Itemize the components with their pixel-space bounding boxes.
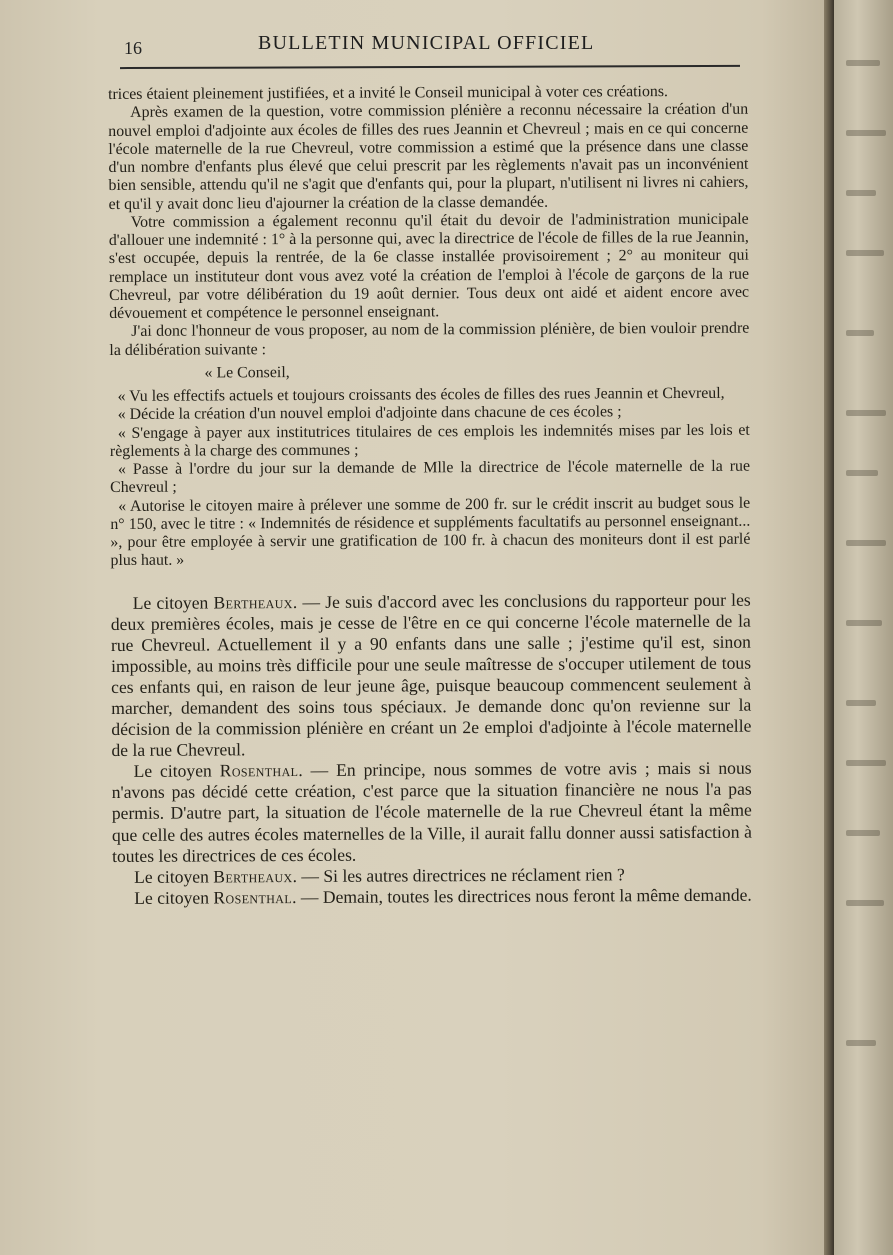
debate-turn: Le citoyen Rosenthal. — En principe, nous sommes de votre avis ; mais si nous n'avons pas décidé cette création, c'est parce que la situation financière ne nous l'a pas permis. D'autre part, la situation de l'école maternelle de la rue Chevreul étant la même que celle des autres écoles maternelles de la Ville, il aurait fallu donner aussi satisfaction à toutes les directrices de ces écoles. <box>111 757 752 866</box>
report-section <box>108 83 751 571</box>
deliberation-clause: « Décide la création d'un nouvel emploi d'adjointe dans chacune de ces écoles ; <box>117 403 622 424</box>
debate-turn: Le citoyen Bertheaux. — Je suis d'accord avec les conclusions du rapporteur pour les deux premières écoles, mais je cesse de l'être en ce qui concerne l'école maternelle de la rue Chevreul. Actuellement il y a 90 enfants dans une salle ; j'estime qu'il est, sinon impossible, au moins très difficile pour une seule maîtresse de s'occuper utilement de tous ces enfants qui, en raison de leur jeune âge, puisque beaucoup commencent seulement à marcher, demandent des soins tous spéciaux. Je demande donc qu'on revienne sur la décision de la commission plénière en créant un 2e emploi d'adjointe à l'école maternelle de la rue Chevreul. <box>110 589 752 761</box>
debate-section <box>111 589 753 909</box>
book-gutter <box>824 0 834 1255</box>
speaker-name: Rosenthal <box>219 760 299 781</box>
speaker-name: Rosenthal <box>213 886 293 908</box>
page-text <box>108 83 752 909</box>
deliberation-opening: « Le Conseil, <box>204 363 290 382</box>
deliberation-clause: « S'engage à payer aux institutrices titulaires de ces emplois les indemnités mises par les lois et règlements à la charge des communes ; <box>109 421 750 460</box>
page-number: 16 <box>124 38 142 58</box>
header-rule <box>120 65 740 69</box>
paragraph: trices étaient pleinement justifiées, et a invité le Conseil municipal à voter ces créations. <box>108 83 669 103</box>
debate-turn: Le citoyen Rosenthal. — Demain, toutes les directrices nous feront la même demande. <box>134 884 752 908</box>
paragraph: Après examen de la question, votre commission plénière a reconnu nécessaire la création d'un nouvel emploi d'adjointe aux écoles de filles des rues Jeannin et Chevreul ; mais en ce qui concerne l'école maternelle de la rue Chevreul, votre commission a estimé que la présence dans une classe d'un nombre d'enfants plus élevé que celui prescrit par les règlements n'avait pas un inconvénient bien sensible, attendu qu'il ne s'agit que d'enfants qui, pour la plupart, n'utilisent ni livres ni cahiers, et qu'il y avait donc lieu d'ajourner la création de la classe demandée. <box>108 100 749 213</box>
speaker-name: Bertheaux <box>213 591 293 612</box>
page-header <box>118 30 743 70</box>
speaker-name: Bertheaux <box>213 865 293 887</box>
adjacent-page-edge <box>834 0 893 1255</box>
deliberation-clause: « Vu les effectifs actuels et toujours croissants des écoles de filles des rues Jeannin et Chevreul, <box>117 384 725 405</box>
debate-turn: Le citoyen Bertheaux. — Si les autres directrices ne réclament rien ? <box>134 864 625 887</box>
deliberation-clause: « Autorise le citoyen maire à prélever une somme de 200 fr. sur le crédit inscrit au budget sous le n° 150, avec le titre : « Indemnités de résidence et suppléments facultatifs au personnel enseignant... », pour être employée à servir une gratification de 100 fr. à chacun des moniteurs dont il est parlé plus haut. » <box>110 494 751 570</box>
deliberation-clause: « Passe à l'ordre du jour sur la demande de Mlle la directrice de l'école maternelle de la rue Chevreul ; <box>110 457 751 497</box>
bulletin-title: BULLETIN MUNICIPAL OFFICIEL <box>258 32 595 54</box>
paragraph: Votre commission a également reconnu qu'il était du devoir de l'administration municipale d'allouer une indemnité : 1° à la personne qui, avec la directrice de l'école de filles de la rue Jeannin, s'est occupée, depuis la rentrée, de la 6e classe installée provisoirement ; 2° au moniteur qui remplace un instituteur dont vous avez voté la création de l'emploi à l'école de garçons de la rue Chevreul, par votre délibération du 19 août dernier. Tous deux ont aidé et aident encore avec dévouement et compétence le personnel enseignant. <box>108 210 750 322</box>
paragraph: J'ai donc l'honneur de vous proposer, au nom de la commission plénière, de bien vouloir prendre la délibération suivante : <box>109 319 750 359</box>
